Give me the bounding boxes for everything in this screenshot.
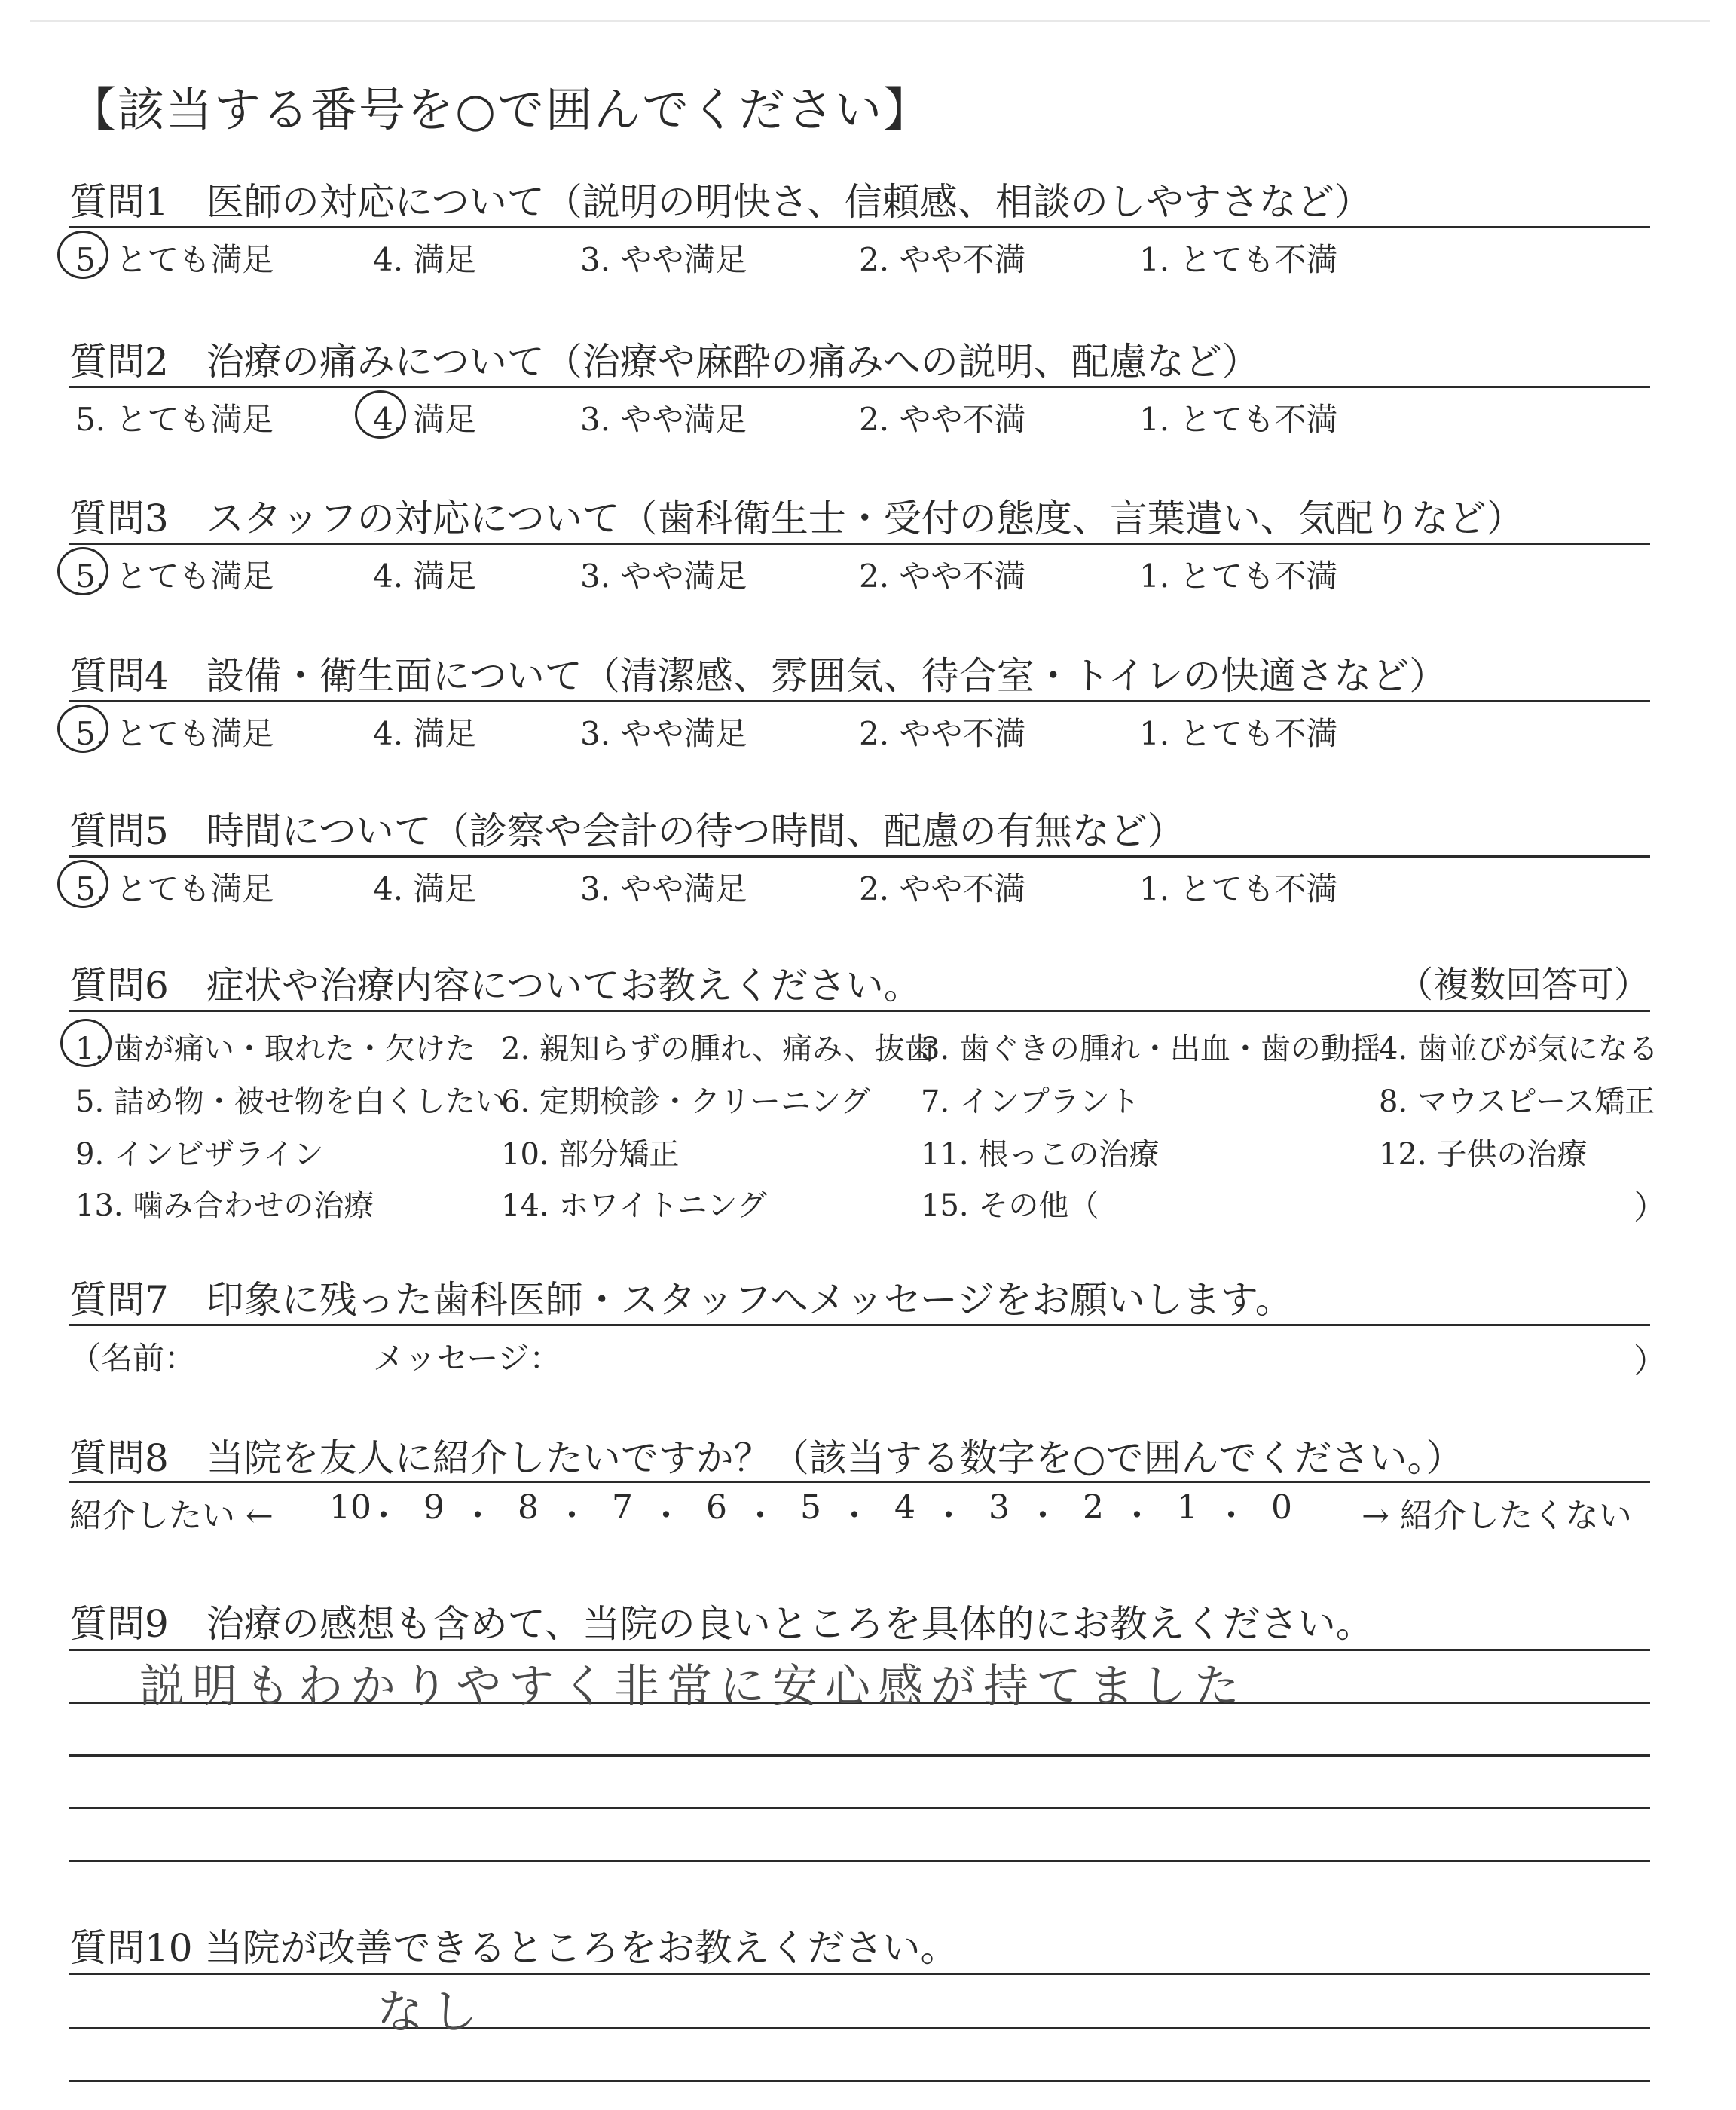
- question-rule-8: [69, 1481, 1650, 1483]
- scale-number[interactable]: 3: [989, 1488, 1010, 1527]
- question-rule-1: [69, 226, 1650, 228]
- treatment-option[interactable]: 14. ホワイトニング: [501, 1188, 767, 1223]
- rating-option[interactable]: 1. とても不満: [1139, 870, 1338, 907]
- rating-option[interactable]: 1. とても不満: [1139, 401, 1338, 438]
- multiple-answers-note: （複数回答可）: [1396, 964, 1650, 1006]
- rating-option[interactable]: 3. やや満足: [580, 401, 747, 438]
- rating-option[interactable]: 4. 満足: [373, 558, 477, 595]
- rating-option[interactable]: 3. やや満足: [580, 715, 747, 752]
- rating-option[interactable]: 1. とても不満: [1139, 715, 1338, 752]
- scale-separator-dot: ・: [1215, 1497, 1248, 1535]
- scale-number[interactable]: 6: [706, 1488, 727, 1527]
- treatment-option[interactable]: 1. 歯が痛い・取れた・欠けた: [75, 1032, 475, 1066]
- treatment-option[interactable]: 2. 親知らずの腫れ、痛み、抜歯: [501, 1032, 935, 1066]
- question-title-3: 質問3 スタッフの対応について（歯科衛生士・受付の態度、言葉遣い、気配りなど）: [69, 497, 1524, 540]
- answer-line: [69, 1754, 1650, 1757]
- question-title-1: 質問1 医師の対応について（説明の明快さ、信頼感、相談のしやすさなど）: [69, 180, 1372, 224]
- scale-separator-dot: ・: [1026, 1497, 1059, 1535]
- scale-separator-dot: ・: [932, 1497, 965, 1535]
- answer-circle-mark: [57, 231, 108, 279]
- other-close-paren: ）: [1634, 1188, 1667, 1227]
- question-title-8: 質問8 当院を友人に紹介したいですか？（該当する数字を○で囲んでください。）: [69, 1436, 1464, 1480]
- answer-line: [69, 1973, 1650, 1975]
- treatment-option[interactable]: 15. その他（: [921, 1188, 1099, 1223]
- scale-number[interactable]: 7: [612, 1488, 633, 1527]
- rating-option[interactable]: 5. とても満足: [75, 401, 274, 438]
- scale-number[interactable]: 8: [518, 1488, 539, 1527]
- rating-option[interactable]: 4. 満足: [373, 401, 477, 438]
- treatment-option[interactable]: 12. 子供の治療: [1379, 1137, 1588, 1172]
- name-label: （名前：: [69, 1340, 197, 1377]
- rating-option[interactable]: 4. 満足: [373, 870, 477, 907]
- answer-line: [69, 1807, 1650, 1809]
- treatment-option[interactable]: 11. 根っこの治療: [921, 1137, 1160, 1172]
- rating-option[interactable]: 1. とても不満: [1139, 558, 1338, 595]
- scale-number[interactable]: 0: [1271, 1488, 1292, 1527]
- question-rule-2: [69, 386, 1650, 388]
- rating-option[interactable]: 2. やや不満: [859, 870, 1026, 907]
- scale-separator-dot: ・: [1120, 1497, 1154, 1535]
- answer-circle-mark: [57, 705, 108, 753]
- answer-circle-mark: [355, 390, 406, 439]
- recommend-scale: [69, 1488, 1652, 1534]
- rating-option[interactable]: 3. やや満足: [580, 241, 747, 278]
- question-title-6: 質問6 症状や治療内容についてお教えください。: [69, 964, 921, 1008]
- rating-option[interactable]: 3. やや満足: [580, 558, 747, 595]
- rating-option[interactable]: 2. やや不満: [859, 715, 1026, 752]
- scale-number[interactable]: 4: [894, 1488, 915, 1527]
- scale-separator-dot: ・: [367, 1497, 400, 1535]
- scale-number[interactable]: 10: [329, 1488, 371, 1527]
- rating-option[interactable]: 2. やや不満: [859, 401, 1026, 438]
- question-rule-7: [69, 1324, 1650, 1326]
- rating-option[interactable]: 5. とても満足: [75, 558, 274, 595]
- not-recommend-label: → 紹介したくない: [1362, 1497, 1632, 1535]
- scale-separator-dot: ・: [461, 1497, 494, 1535]
- rating-option[interactable]: 5. とても満足: [75, 241, 274, 278]
- answer-circle-mark: [57, 547, 108, 595]
- question-title-2: 質問2 治療の痛みについて（治療や麻酔の痛みへの説明、配慮など）: [69, 340, 1260, 384]
- rating-option[interactable]: 3. やや満足: [580, 870, 747, 907]
- scale-number[interactable]: 5: [800, 1488, 821, 1527]
- treatment-option[interactable]: 3. 歯ぐきの腫れ・出血・歯の動揺: [921, 1032, 1381, 1066]
- scale-separator-dot: ・: [649, 1497, 683, 1535]
- form-header: 【該当する番号を○で囲んでください】: [69, 82, 932, 137]
- treatment-option[interactable]: 4. 歯並びが気になる: [1379, 1032, 1658, 1066]
- scale-separator-dot: ・: [555, 1497, 588, 1535]
- question-title-9: 質問9 治療の感想も含めて、当院の良いところを具体的にお教えください。: [69, 1602, 1374, 1646]
- question-rule-5: [69, 855, 1650, 858]
- answer-circle-mark: [60, 1019, 112, 1067]
- question-title-7: 質問7 印象に残った歯科医師・スタッフへメッセージをお願いします。: [69, 1278, 1293, 1322]
- handwritten-answer[interactable]: なし: [377, 1984, 486, 2039]
- handwritten-answer[interactable]: 説明もわかりやすく非常に安心感が持てました: [139, 1660, 1247, 1713]
- treatment-option[interactable]: 7. インプラント: [921, 1084, 1140, 1119]
- scale-separator-dot: ・: [744, 1497, 777, 1535]
- rating-option[interactable]: 4. 満足: [373, 241, 477, 278]
- scale-separator-dot: ・: [838, 1497, 871, 1535]
- answer-line: [69, 2080, 1650, 2082]
- question-rule-6: [69, 1010, 1650, 1012]
- treatment-option[interactable]: 6. 定期検診・クリーニング: [501, 1084, 871, 1119]
- scale-number[interactable]: 1: [1177, 1488, 1198, 1527]
- treatment-option[interactable]: 5. 詰め物・被せ物を白くしたい: [75, 1084, 506, 1119]
- scale-number[interactable]: 9: [423, 1488, 445, 1527]
- question-title-4: 質問4 設備・衛生面について（清潔感、雰囲気、待合室・トイレの快適さなど）: [69, 654, 1447, 698]
- treatment-option[interactable]: 8. マウスピース矯正: [1379, 1084, 1655, 1119]
- rating-option[interactable]: 2. やや不満: [859, 241, 1026, 278]
- rating-option[interactable]: 5. とても満足: [75, 870, 274, 907]
- answer-line: [69, 1860, 1650, 1862]
- rating-option[interactable]: 2. やや不満: [859, 558, 1026, 595]
- treatment-option[interactable]: 9. インビザライン: [75, 1137, 324, 1172]
- question-title-5: 質問5 時間について（診察や会計の待つ時間、配慮の有無など）: [69, 809, 1185, 853]
- question-rule-4: [69, 700, 1650, 702]
- answer-circle-mark: [57, 860, 108, 908]
- message-close-paren: ）: [1634, 1342, 1667, 1381]
- treatment-option[interactable]: 10. 部分矯正: [501, 1137, 680, 1172]
- question-rule-3: [69, 543, 1650, 545]
- treatment-option[interactable]: 13. 噛み合わせの治療: [75, 1188, 374, 1223]
- rating-option[interactable]: 5. とても満足: [75, 715, 274, 752]
- question-title-10: 質問10 当院が改善できるところをお教えください。: [69, 1926, 958, 1970]
- message-label: メッセージ：: [373, 1340, 561, 1377]
- rating-option[interactable]: 1. とても不満: [1139, 241, 1338, 278]
- rating-option[interactable]: 4. 満足: [373, 715, 477, 752]
- scale-number[interactable]: 2: [1083, 1488, 1104, 1527]
- answer-line: [69, 2027, 1650, 2029]
- recommend-label: 紹介したい ←: [69, 1497, 274, 1535]
